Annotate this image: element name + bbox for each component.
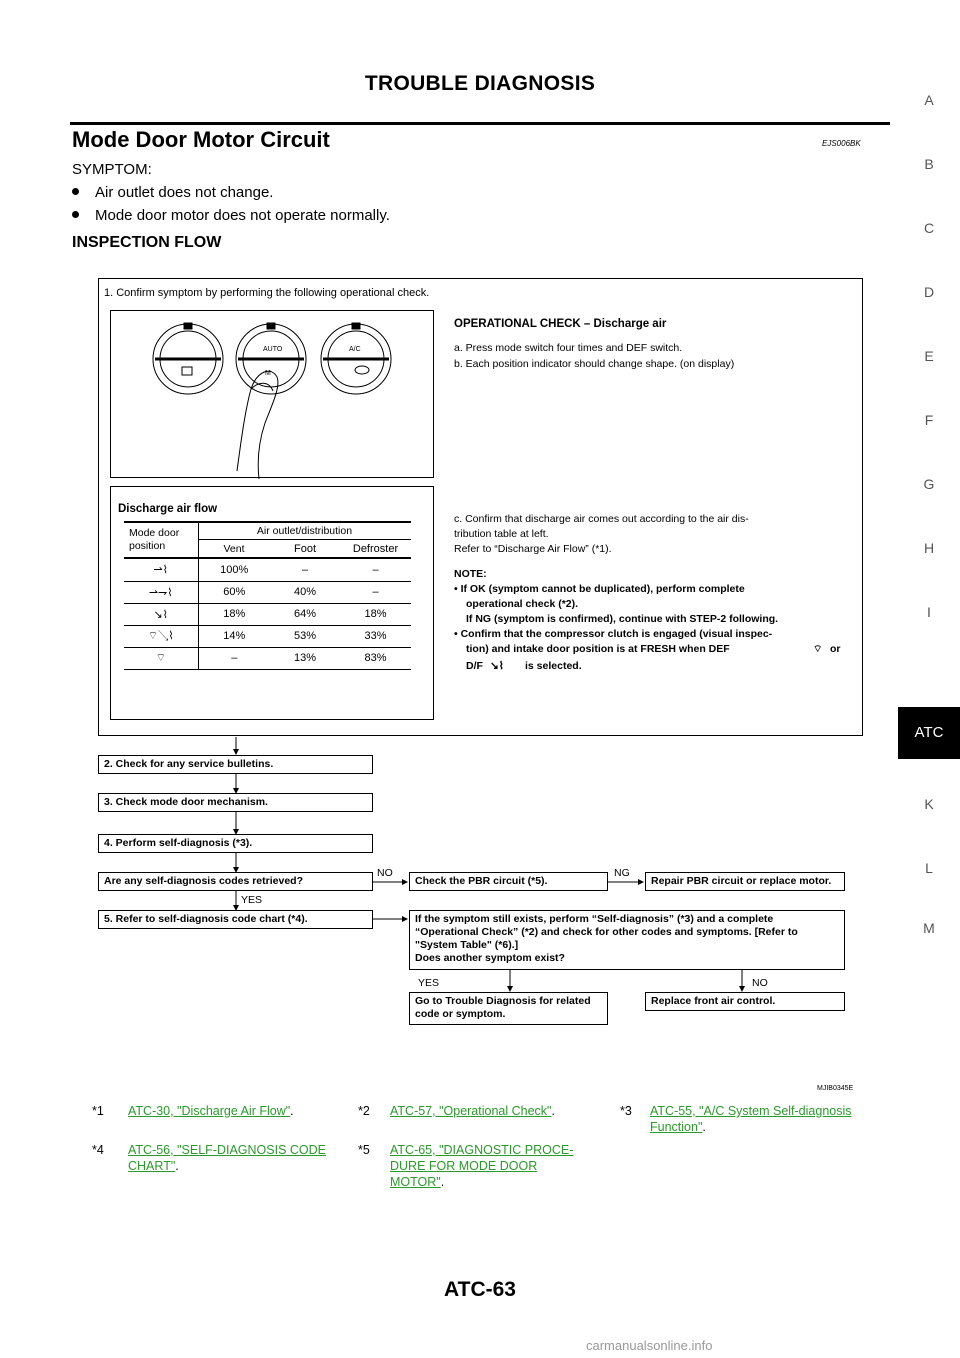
def-foot-icon: ↘⌇ [490, 660, 504, 672]
step2-box: 2. Check for any service bulletins. [98, 755, 373, 774]
col-outlet-header: Air outlet/distribution [256, 525, 353, 537]
tab-l[interactable]: L [925, 860, 933, 876]
no-label: NO [377, 867, 393, 879]
mode-label: M [265, 370, 271, 377]
goto-box: Go to Trouble Diagnosis for related code or symptom. [409, 992, 608, 1025]
step-c-line2: tribution table at left. [454, 528, 549, 540]
still-exists-box: If the symptom still exists, perform “Self-diagnosis” (*3) and a complete “Operational Check” (*2) and check for other codes and symptoms. [Refer to "System Table" (*6).] Does another symptom exist? [409, 910, 845, 970]
step1-text: 1. Confirm symptom by performing the following operational check. [104, 287, 430, 299]
link-atc-56-cont[interactable]: CHART" [128, 1159, 176, 1173]
mode-defrost-icon: ⌔ [124, 647, 198, 669]
op-check-a: a. Press mode switch four times and DEF switch. [454, 342, 683, 354]
figure-code: MJIB0345E [817, 1085, 854, 1092]
mode-foot-icon: ↘⌇ [124, 603, 198, 625]
op-check-title: OPERATIONAL CHECK – Discharge air [454, 318, 667, 330]
footnote-5: *5 ATC-65, "DIAGNOSTIC PROCE- DURE FOR MODE DOOR MOTOR". [358, 1143, 574, 1189]
symptom-label: SYMPTOM: [72, 161, 152, 178]
symptom-item: Air outlet does not change. [72, 184, 273, 201]
auto-label: AUTO [263, 346, 283, 353]
step4-box: 4. Perform self-diagnosis (*3). [98, 834, 373, 853]
link-atc-65[interactable]: ATC-65, "DIAGNOSTIC PROCE- [390, 1143, 574, 1157]
op-check-b: b. Each position indicator should change shape. (on display) [454, 358, 735, 370]
pbr-check-box: Check the PBR circuit (*5). [409, 872, 608, 891]
ac-label: A/C [349, 346, 361, 353]
section-title: Mode Door Motor Circuit [72, 127, 330, 152]
footnote-4: *4 ATC-56, "SELF-DIAGNOSIS CODE CHART". [92, 1143, 326, 1173]
ng-label: NG [614, 867, 630, 879]
yes-label: YES [241, 894, 263, 906]
table-row: ⌔↘⌇ 14% 53% 33% [124, 625, 411, 647]
footnote-3: *3 ATC-55, "A/C System Self-diagnosis Function". [620, 1104, 852, 1134]
step3-box: 3. Check mode door mechanism. [98, 793, 373, 812]
footnote-2: *2 ATC-57, "Operational Check". [358, 1104, 555, 1118]
section-code: EJS006BK [822, 139, 861, 148]
table-row: ↘⌇ 18% 64% 18% [124, 603, 411, 625]
replace-box: Replace front air control. [645, 992, 845, 1011]
tab-h[interactable]: H [923, 540, 935, 556]
link-atc-65-end[interactable]: MOTOR" [390, 1175, 441, 1189]
tab-m[interactable]: M [923, 920, 935, 936]
note-line: operational check (*2). [466, 598, 579, 610]
link-atc-56[interactable]: ATC-56, "SELF-DIAGNOSIS CODE [128, 1143, 326, 1157]
watermark: carmanualsonline.info [586, 1338, 713, 1353]
note-line: D/F [466, 660, 483, 672]
tab-c[interactable]: C [923, 220, 935, 236]
step5-box: 5. Refer to self-diagnosis code chart (*4). [98, 910, 373, 929]
defrost-icon: ⌔ [813, 644, 823, 655]
tab-g[interactable]: G [923, 476, 935, 492]
footnote-1: *1 ATC-30, "Discharge Air Flow". [92, 1104, 294, 1118]
page-number: ATC-63 [444, 1278, 516, 1301]
link-atc-30[interactable]: ATC-30, "Discharge Air Flow" [128, 1104, 291, 1118]
note-line: or [830, 643, 841, 655]
no-label: NO [752, 977, 768, 989]
mode-vent-icon: ⇀⌇ [124, 559, 198, 581]
col-vent-header: Vent [223, 543, 245, 555]
tab-d[interactable]: D [923, 284, 935, 300]
pbr-repair-box: Repair PBR circuit or replace motor. [645, 872, 845, 891]
link-atc-55-cont[interactable]: Function" [650, 1120, 703, 1134]
table-row: ⇀⇁⌇ 60% 40% – [124, 581, 411, 603]
discharge-title: Discharge air flow [118, 503, 218, 515]
table-row: ⌔ – 13% 83% [124, 647, 411, 669]
tab-i[interactable]: I [927, 604, 931, 620]
tab-k[interactable]: K [924, 796, 934, 812]
step-c-line3: Refer to “Discharge Air Flow” (*1). [454, 543, 612, 555]
note-line: tion) and intake door position is at FRESH when DEF [466, 643, 730, 655]
link-atc-55[interactable]: ATC-55, "A/C System Self-diagnosis [650, 1104, 852, 1118]
note-title: NOTE: [454, 568, 487, 580]
link-atc-65-cont[interactable]: DURE FOR MODE DOOR [390, 1159, 538, 1173]
note-line: • If OK (symptom cannot be duplicated), perform complete [454, 583, 745, 595]
note-line: • Confirm that the compressor clutch is engaged (visual inspec- [454, 628, 773, 640]
col-def-header: Defroster [352, 543, 399, 555]
symptom-item: Mode door motor does not operate normally. [72, 207, 390, 224]
tab-e[interactable]: E [924, 348, 934, 364]
question-box: Are any self-diagnosis codes retrieved? [98, 872, 373, 891]
yes-label: YES [418, 977, 440, 989]
col-foot-header: Foot [293, 543, 316, 555]
tab-f[interactable]: F [924, 412, 934, 428]
inspection-flow-heading: INSPECTION FLOW [72, 234, 222, 251]
tab-atc-active[interactable]: ATC [898, 707, 960, 759]
mode-def-foot-icon: ⌔↘⌇ [124, 625, 198, 647]
link-atc-57[interactable]: ATC-57, "Operational Check" [390, 1104, 552, 1118]
page-header: TROUBLE DIAGNOSIS [364, 72, 596, 95]
col-mode-header: Mode door position [129, 527, 180, 552]
note-line: If NG (symptom is confirmed), continue with STEP-2 following. [466, 613, 779, 625]
table-row: ⇀⌇ 100% – – [124, 559, 411, 581]
tab-b[interactable]: B [924, 156, 934, 172]
tab-a[interactable]: A [924, 92, 934, 108]
step-c-line1: c. Confirm that discharge air comes out according to the air dis- [454, 513, 749, 525]
mode-bilevel-icon: ⇀⇁⌇ [124, 581, 198, 603]
note-line: is selected. [525, 660, 582, 672]
